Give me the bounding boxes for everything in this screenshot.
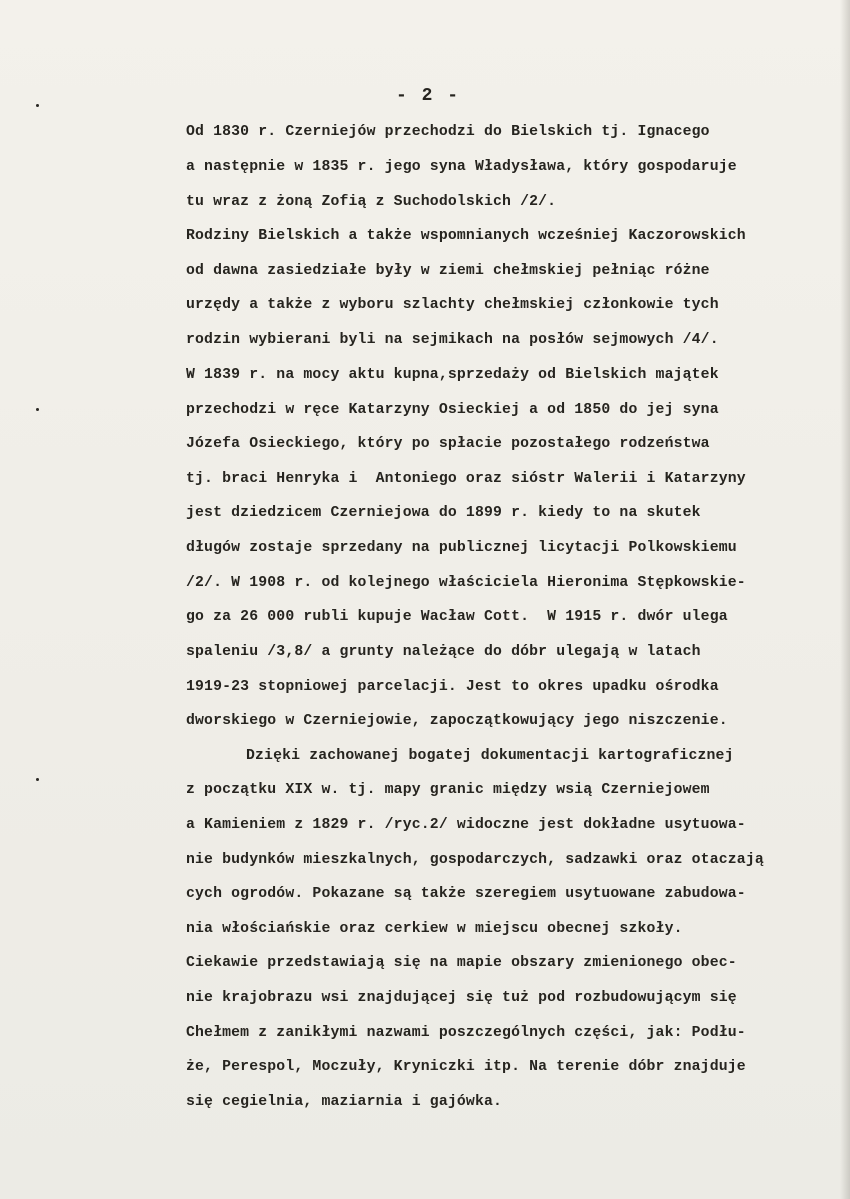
text-line: a następnie w 1835 r. jego syna Władysława, który gospodaruje	[186, 159, 737, 175]
text-line: dworskiego w Czerniejowie, zapoczątkowujący jego niszczenie.	[186, 713, 728, 729]
text-line: przechodzi w ręce Katarzyny Osieckiej a od 1850 do jej syna	[186, 402, 719, 418]
text-line: /2/. W 1908 r. od kolejnego właściciela Hieronima Stępkowskie-	[186, 575, 746, 591]
text-line: nie budynków mieszkalnych, gospodarczych, sadzawki oraz otaczają	[186, 852, 764, 868]
text-line: Rodziny Bielskich a także wspomnianych wcześniej Kaczorowskich	[186, 228, 746, 244]
text-line: Dzięki zachowanej bogatej dokumentacji kartograficznej	[246, 748, 734, 764]
text-line: urzędy a także z wyboru szlachty chełmskiej członkowie tych	[186, 297, 719, 313]
text-line: go za 26 000 rubli kupuje Wacław Cott. W 1915 r. dwór ulega	[186, 609, 728, 625]
text-line: że, Perespol, Moczuły, Kryniczki itp. Na terenie dóbr znajduje	[186, 1059, 746, 1075]
text-line: a Kamieniem z 1829 r. /ryc.2/ widoczne jest dokładne usytuowa-	[186, 817, 746, 833]
text-line: długów zostaje sprzedany na publicznej licytacji Polkowskiemu	[186, 540, 737, 556]
text-line: tu wraz z żoną Zofią z Suchodolskich /2/.	[186, 194, 557, 210]
page-number: - 2 -	[396, 86, 461, 106]
text-line: z początku XIX w. tj. mapy granic między wsią Czerniejowem	[186, 782, 710, 798]
text-line: 1919-23 stopniowej parcelacji. Jest to okres upadku ośrodka	[186, 679, 719, 695]
text-line: się cegielnia, maziarnia i gajówka.	[186, 1094, 503, 1110]
text-line: nie krajobrazu wsi znajdującej się tuż pod rozbudowującym się	[186, 990, 737, 1006]
text-line: spaleniu /3,8/ a grunty należące do dóbr ulegają w latach	[186, 644, 701, 660]
text-line: jest dziedzicem Czerniejowa do 1899 r. kiedy to na skutek	[186, 505, 701, 521]
text-line: W 1839 r. na mocy aktu kupna,sprzedaży od Bielskich majątek	[186, 367, 719, 383]
text-line: rodzin wybierani byli na sejmikach na posłów sejmowych /4/.	[186, 332, 719, 348]
text-line: cych ogrodów. Pokazane są także szeregiem usytuowane zabudowa-	[186, 886, 746, 902]
text-line: od dawna zasiedziałe były w ziemi chełmskiej pełniąc różne	[186, 263, 710, 279]
text-line: Ciekawie przedstawiają się na mapie obszary zmienionego obec-	[186, 955, 737, 971]
text-line: Józefa Osieckiego, który po spłacie pozostałego rodzeństwa	[186, 436, 710, 452]
text-line: Chełmem z zanikłymi nazwami poszczególnych części, jak: Podłu-	[186, 1025, 746, 1041]
text-line: nia włościańskie oraz cerkiew w miejscu obecnej szkoły.	[186, 921, 683, 937]
text-line: Od 1830 r. Czerniejów przechodzi do Bielskich tj. Ignacego	[186, 124, 710, 140]
text-line: tj. braci Henryka i Antoniego oraz sióstr Walerii i Katarzyny	[186, 471, 746, 487]
